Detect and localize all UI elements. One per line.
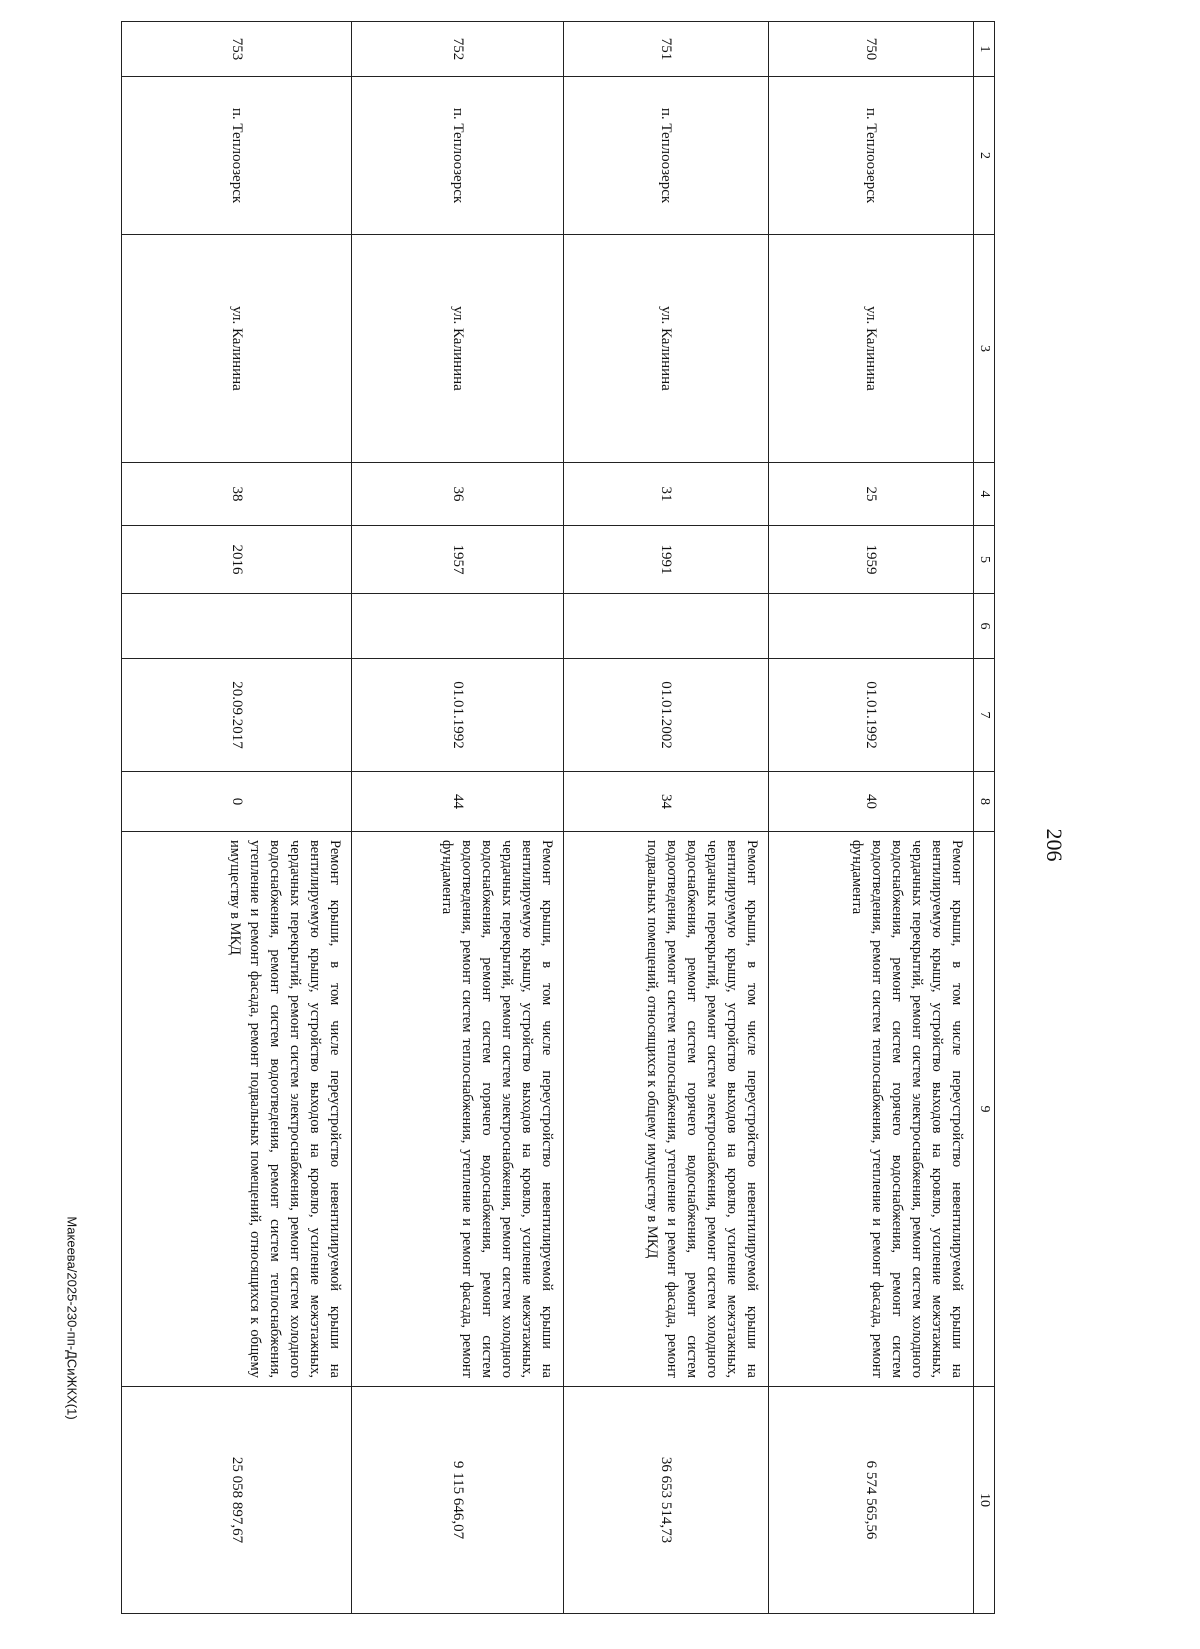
street-cell: ул. Калинина <box>564 235 769 463</box>
column-number-row <box>974 22 995 1614</box>
cost-cell: 36 653 514,73 <box>564 1387 769 1614</box>
column-number: 4 <box>974 463 995 526</box>
house-number-cell: 38 <box>122 463 352 526</box>
locality-cell: п. Теплоозерск <box>352 77 564 235</box>
count-cell: 34 <box>564 772 769 832</box>
column-number: 3 <box>974 235 995 463</box>
column-number: 5 <box>974 526 995 594</box>
empty-cell <box>564 594 769 659</box>
empty-cell <box>122 594 352 659</box>
count-cell: 40 <box>769 772 974 832</box>
date-cell: 20.09.2017 <box>122 659 352 772</box>
cost-cell: 25 058 897,67 <box>122 1387 352 1614</box>
empty-cell <box>352 594 564 659</box>
date-cell: 01.01.2002 <box>564 659 769 772</box>
table-row <box>122 22 352 1614</box>
page-number: 206 <box>1042 828 1067 862</box>
cost-cell: 6 574 565,56 <box>769 1387 974 1614</box>
locality-cell: п. Теплоозерск <box>564 77 769 235</box>
row-number-cell: 750 <box>769 22 974 77</box>
cost-cell: 9 115 646,07 <box>352 1387 564 1614</box>
column-number: 6 <box>974 594 995 659</box>
year-cell: 1991 <box>564 526 769 594</box>
column-number: 1 <box>974 22 995 77</box>
house-number-cell: 31 <box>564 463 769 526</box>
table-row <box>564 22 769 1614</box>
register-table <box>121 21 995 1614</box>
year-cell: 1957 <box>352 526 564 594</box>
column-number: 10 <box>974 1387 995 1614</box>
house-number-cell: 36 <box>352 463 564 526</box>
column-number: 2 <box>974 77 995 235</box>
date-cell: 01.01.1992 <box>769 659 974 772</box>
empty-cell <box>769 594 974 659</box>
street-cell: ул. Калинина <box>769 235 974 463</box>
row-number-cell: 753 <box>122 22 352 77</box>
house-number-cell: 25 <box>769 463 974 526</box>
street-cell: ул. Калинина <box>352 235 564 463</box>
document-reference: Макеева/2025-230-пп-ДСиЖКХ(1) <box>64 1216 80 1420</box>
year-cell: 1959 <box>769 526 974 594</box>
year-cell: 2016 <box>122 526 352 594</box>
count-cell: 0 <box>122 772 352 832</box>
register-table-wrapper <box>121 21 995 1613</box>
works-description-cell: Ремонт крыши, в том числе переустройство невентилируемой крыши на вентилируемую крышу, устройство выходов на кровлю, усиление межэтажных, чердачных перекрытий, ремонт систем электроснабжения, ремонт систем холодного водоснабжения, ремонт систем горячего водоснабжения, ремонт систем водоотведения, ремонт систем теплоснабжения, утепление и ремонт фасада, ремонт фундамента <box>352 832 564 1387</box>
works-description-cell: Ремонт крыши, в том числе переустройство невентилируемой крыши на вентилируемую крышу, устройство выходов на кровлю, усиление межэтажных, чердачных перекрытий, ремонт систем электроснабжения, ремонт систем холодного водоснабжения, ремонт систем водоотведения, ремонт систем теплоснабжения, утепление и ремонт фасада, ремонт подвальных помещений, относящихся к общему имуществу в МКД <box>122 832 352 1387</box>
table-row <box>769 22 974 1614</box>
locality-cell: п. Теплоозерск <box>769 77 974 235</box>
column-number: 7 <box>974 659 995 772</box>
column-number: 9 <box>974 832 995 1387</box>
column-number: 8 <box>974 772 995 832</box>
row-number-cell: 751 <box>564 22 769 77</box>
locality-cell: п. Теплоозерск <box>122 77 352 235</box>
count-cell: 44 <box>352 772 564 832</box>
row-number-cell: 752 <box>352 22 564 77</box>
table-row <box>352 22 564 1614</box>
works-description-cell: Ремонт крыши, в том числе переустройство невентилируемой крыши на вентилируемую крышу, устройство выходов на кровлю, усиление межэтажных, чердачных перекрытий, ремонт систем электроснабжения, ремонт систем холодного водоснабжения, ремонт систем горячего водоснабжения, ремонт систем водоотведения, ремонт систем теплоснабжения, утепление и ремонт фасада, ремонт фундамента <box>769 832 974 1387</box>
date-cell: 01.01.1992 <box>352 659 564 772</box>
works-description-cell: Ремонт крыши, в том числе переустройство невентилируемой крыши на вентилируемую крышу, устройство выходов на кровлю, усиление межэтажных, чердачных перекрытий, ремонт систем электроснабжения, ремонт систем холодного водоснабжения, ремонт систем горячего водоснабжения, ремонт систем водоотведения, ремонт систем теплоснабжения, утепление и ремонт фасада, ремонт подвальных помещений, относящихся к общему имуществу в МКД <box>564 832 769 1387</box>
street-cell: ул. Калинина <box>122 235 352 463</box>
